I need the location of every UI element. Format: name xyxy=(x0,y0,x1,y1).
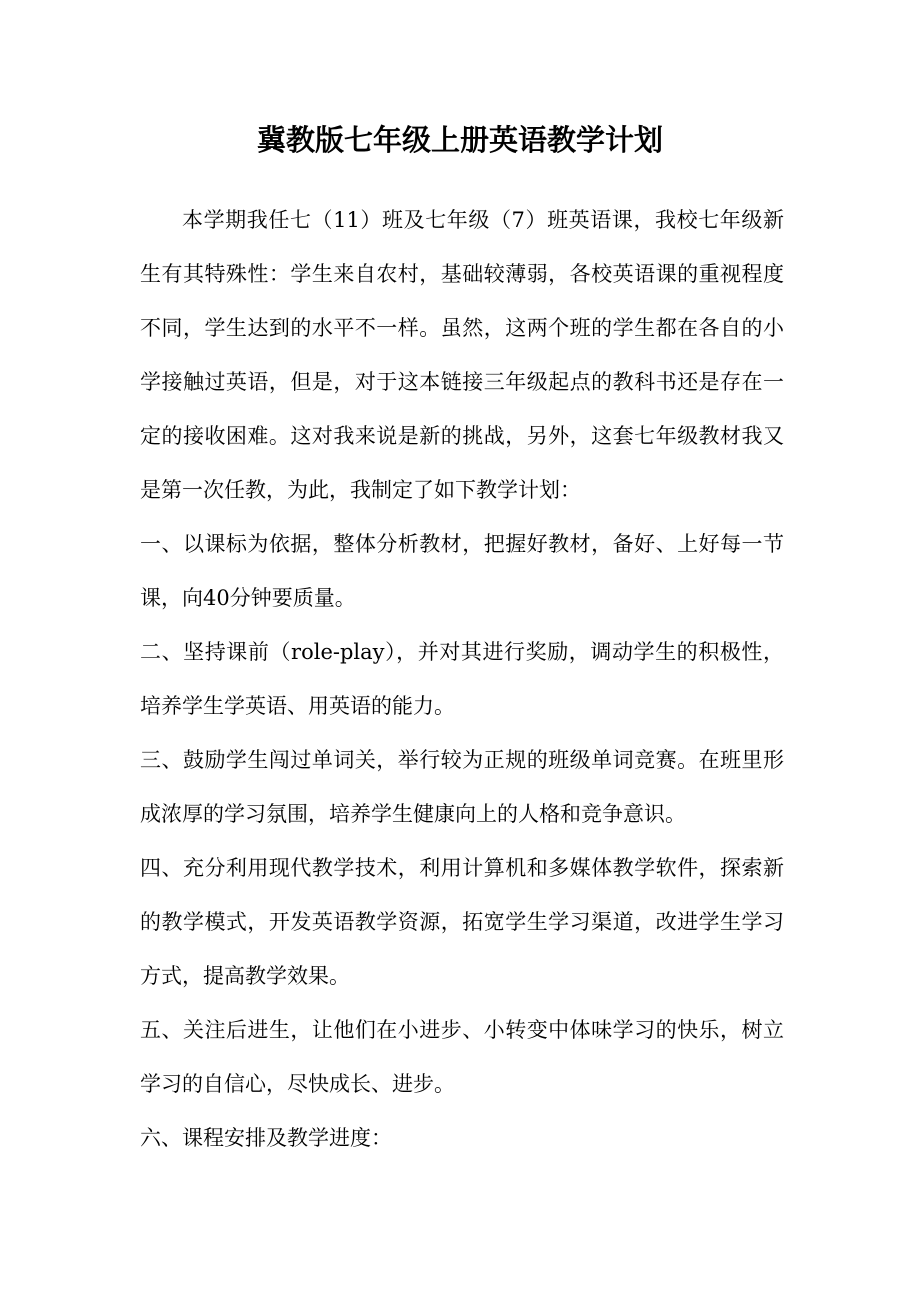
plan-item-1: 一、以课标为依据，整体分析教材，把握好教材，备好、上好每一节课，向40分钟要质量。 xyxy=(140,532,784,610)
plan-item-3: 三、鼓励学生闯过单词关，举行较为正规的班级单词竞赛。在班里形成浓厚的学习氛围，培养学生健康向上的人格和竞争意识。 xyxy=(140,748,784,826)
document-body xyxy=(140,193,784,1165)
document-title: 冀教版七年级上册英语教学计划 xyxy=(256,123,663,157)
plan-item-2: 二、坚持课前（role-play），并对其进行奖励，调动学生的积极性，培养学生学英语、用英语的能力。 xyxy=(140,640,784,718)
plan-item-4: 四、充分利用现代教学技术，利用计算机和多媒体教学软件，探索新的教学模式，开发英语教学资源，拓宽学生学习渠道，改进学生学习方式，提高教学效果。 xyxy=(140,856,784,988)
plan-item-5: 五、关注后进生，让他们在小进步、小转变中体味学习的快乐，树立学习的自信心，尽快成长、进步。 xyxy=(140,1018,784,1096)
plan-item-6: 六、课程安排及教学进度： xyxy=(140,1126,392,1150)
intro-paragraph: 本学期我任七（11）班及七年级（7）班英语课，我校七年级新生有其特殊性：学生来自农村，基础较薄弱，各校英语课的重视程度不同，学生达到的水平不一样。虽然，这两个班的学生都在各自的小学接触过英语，但是，对于这本链接三年级起点的教科书还是存在一定的接收困难。这对我来说是新的挑战，另外，这套七年级教材我又是第一次任教，为此，我制定了如下教学计划： xyxy=(140,208,784,502)
